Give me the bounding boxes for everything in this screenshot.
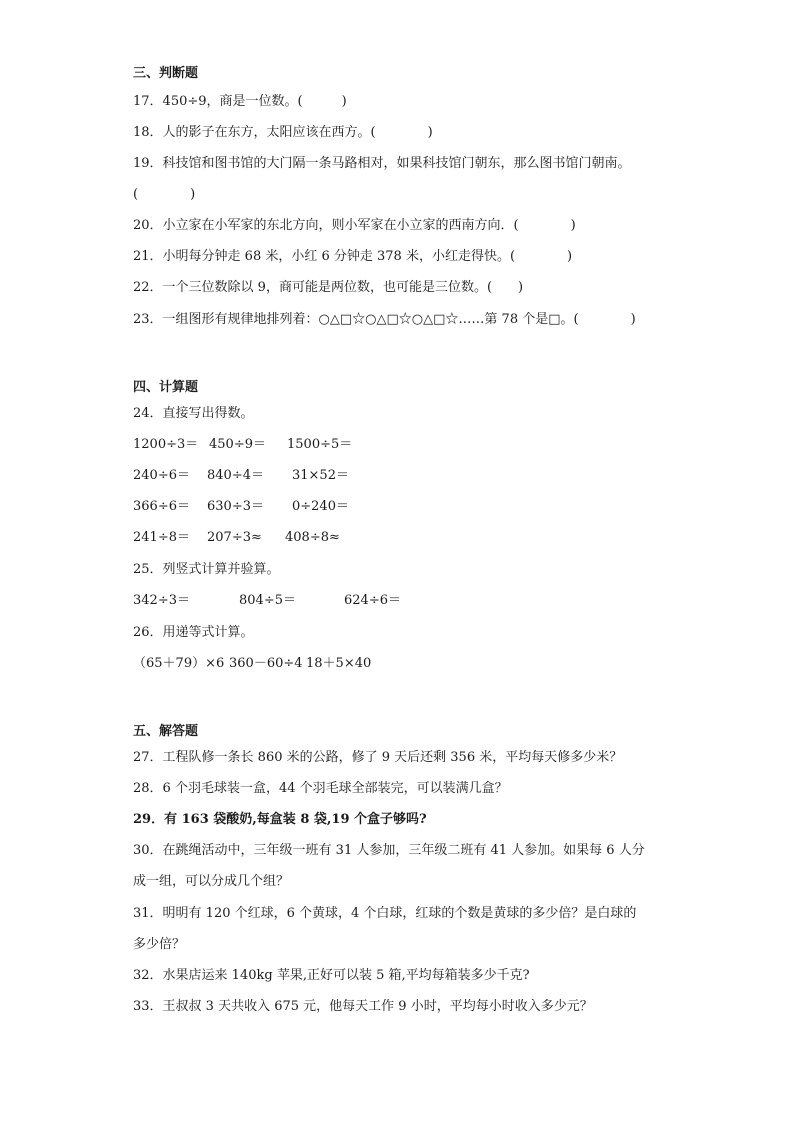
calc-item: 360－60÷4 [229, 656, 303, 671]
question-23: 23．一组图形有规律地排列着：○△□☆○△□☆○△□☆……第 78 个是□。( ) [133, 312, 636, 327]
calc-item: 450÷9＝ [209, 437, 266, 452]
question-29: 29．有 163 袋酸奶,每盒装 8 袋,19 个盒子够吗? [133, 812, 427, 827]
question-22: 22．一个三位数除以 9，商可能是两位数，也可能是三位数。( ) [133, 280, 524, 295]
question-26: 26．用递等式计算。 [133, 625, 254, 640]
question-17: 17．450÷9，商是一位数。( ) [133, 94, 347, 109]
calc-item: 366÷6＝ [133, 499, 190, 514]
calc-item: 240÷6＝ [133, 468, 190, 483]
question-31: 31．明明有 120 个红球，6 个黄球，4 个白球，红球的个数是黄球的多少倍？是白球的 [133, 906, 637, 921]
question-25: 25．列竖式计算并验算。 [133, 562, 280, 577]
question-19: 19．科技馆和图书馆的大门隔一条马路相对，如果科技馆门朝东，那么图书馆门朝南。 [133, 156, 631, 171]
section-title-judge: 三、判断题 [133, 66, 199, 81]
calc-item: 804÷5＝ [239, 593, 296, 608]
question-21: 21．小明每分钟走 68 米，小红 6 分钟走 378 米，小红走得快。( ) [133, 249, 573, 264]
calc-row [133, 589, 401, 608]
calc-item: 241÷8＝ [133, 530, 190, 545]
calc-item: 18＋5×40 [306, 656, 372, 671]
calc-item: 342÷3＝ [133, 593, 190, 608]
question-24: 24．直接写出得数。 [133, 406, 254, 421]
question-20: 20．小立家在小军家的东北方向，则小军家在小立家的西南方向．( ) [133, 218, 576, 233]
question-30-cont: 成一组，可以分成几个组？ [133, 874, 290, 889]
question-32: 32．水果店运来 140kg 苹果,正好可以装 5 箱,平均每箱装多少千克? [133, 968, 530, 983]
question-28: 28．6 个羽毛球装一盒，44 个羽毛球全部装完，可以装满几盒？ [133, 781, 508, 796]
calc-item: （65＋79）×6 [133, 656, 225, 671]
question-33: 33．王叔叔 3 天共收入 675 元，他每天工作 9 小时，平均每小时收入多少元？ [133, 999, 593, 1014]
calc-item: 1200÷3＝ [133, 437, 199, 452]
calc-row [133, 495, 349, 514]
question-27: 27．工程队修一条长 860 米的公路，修了 9 天后还剩 356 米，平均每天修多少米？ [133, 750, 623, 765]
question-18: 18．人的影子在东方，太阳应该在西方。( ) [133, 125, 433, 140]
section-title-answer: 五、解答题 [133, 724, 199, 739]
section-title-calc: 四、计算题 [133, 380, 199, 395]
calc-item: 207÷3≈ [207, 530, 262, 545]
question-19-blank: ( ) [133, 187, 196, 202]
calc-row [133, 464, 349, 483]
calc-item: 630÷3＝ [207, 499, 264, 514]
calc-item: 0÷240＝ [292, 499, 349, 514]
calc-row [133, 433, 352, 452]
calc-item: 1500÷5＝ [287, 437, 353, 452]
calc-item: 840÷4＝ [207, 468, 264, 483]
calc-item: 408÷8≈ [285, 530, 340, 545]
calc-row [133, 526, 340, 545]
calc-row [133, 652, 371, 671]
calc-item: 624÷6＝ [344, 593, 401, 608]
question-31-cont: 多少倍？ [133, 937, 186, 952]
calc-item: 31×52＝ [292, 468, 349, 483]
question-30: 30．在跳绳活动中，三年级一班有 31 人参加，三年级二班有 41 人参加。如果每 6 人分 [133, 843, 645, 858]
